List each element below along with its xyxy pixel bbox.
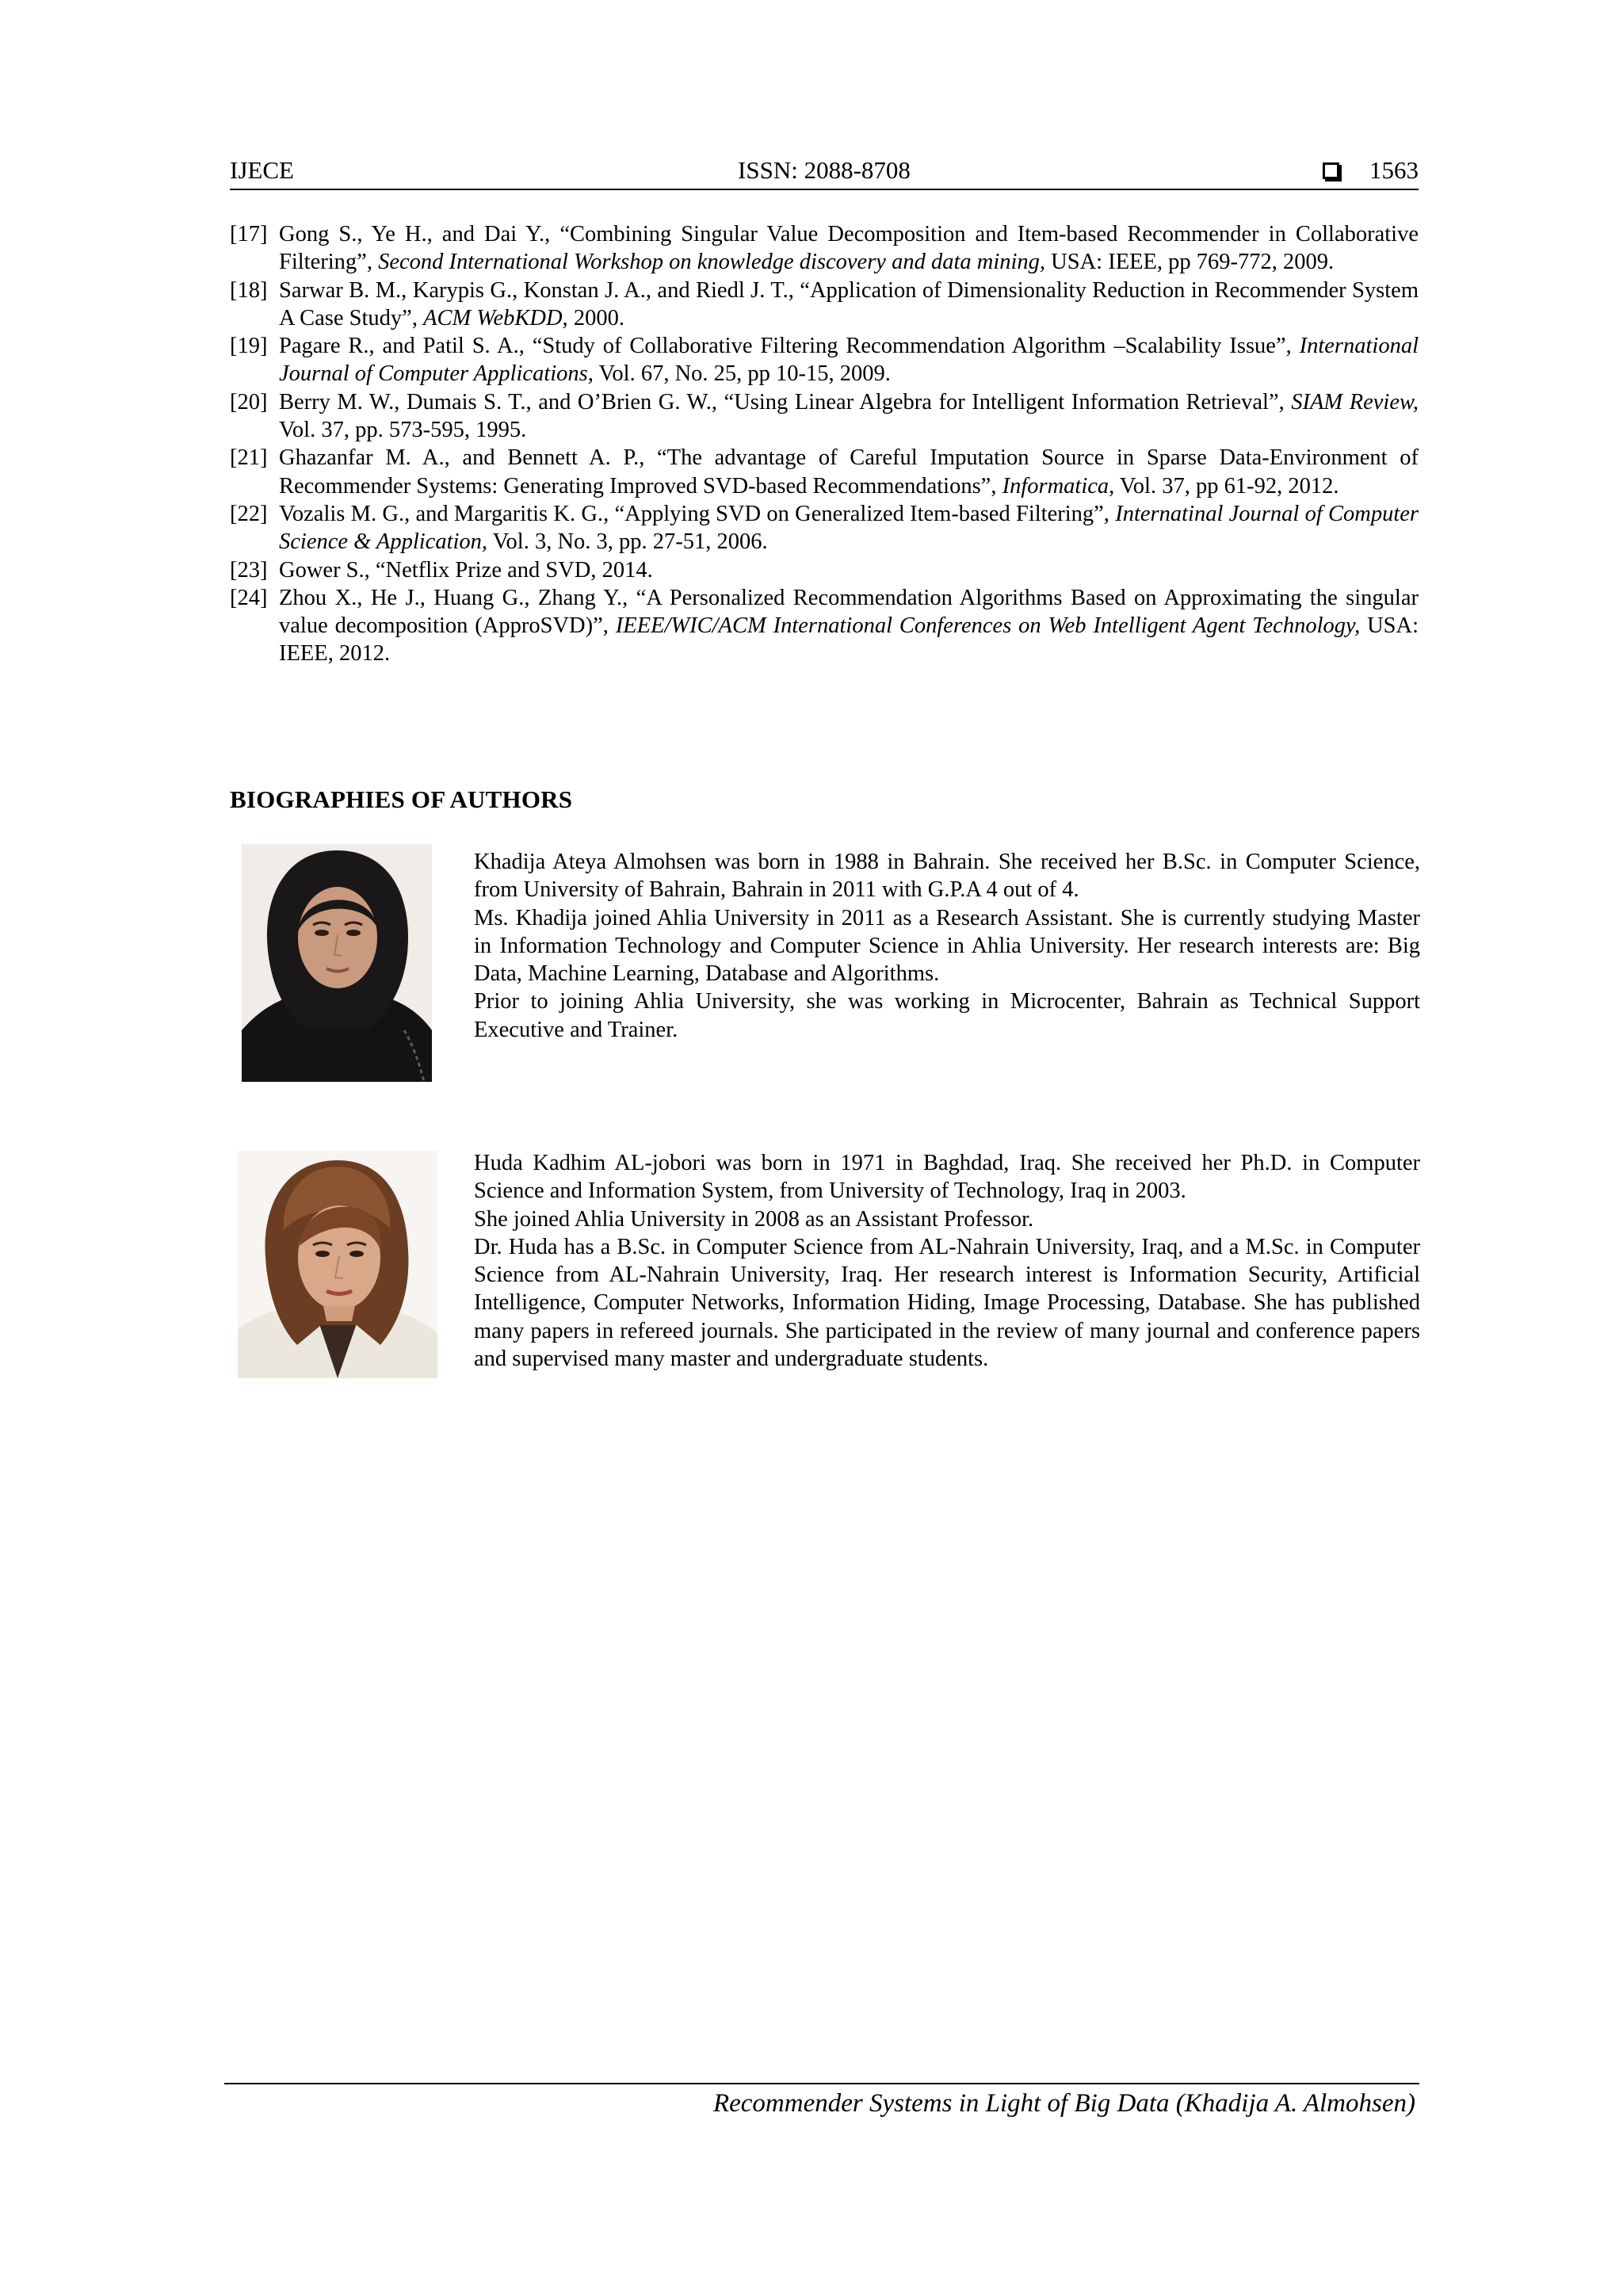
reference-venue: Informatica, [1002, 473, 1115, 499]
reference-venue: ACM WebKDD, [423, 305, 568, 330]
page-number: 1563 [1369, 156, 1419, 184]
reference-item [230, 388, 1419, 445]
reference-details: 2000. [567, 305, 624, 330]
reference-item [230, 556, 1419, 584]
page-number-group [1323, 156, 1419, 185]
author-biography [474, 1149, 1420, 1373]
reference-number: [21] [230, 445, 268, 471]
reference-text: Zhou X., He J., Huang G., Zhang Y., “A Personalized Recommendation Algorithms Based on Approximating the singular value decomposition (ApproSVD)”, [279, 585, 1419, 639]
reference-number: [22] [230, 501, 268, 526]
reference-item [230, 277, 1419, 333]
reference-item [230, 500, 1419, 556]
reference-details: Vol. 67, No. 25, pp 10-15, 2009. [593, 361, 891, 387]
bio-paragraph: Dr. Huda has a B.Sc. in Computer Science from AL-Nahrain University, Iraq, and a M.Sc. in Computer Science from AL-Nahrain University, Iraq. Her research interest is Information Security, Artificial Intelligence, Computer Networks, Information Hiding, Image Processing, Database. She has published many papers in refereed journals. She participated in the review of many journal and conference papers and supervised many master and undergraduate students. [474, 1234, 1420, 1372]
reference-venue: SIAM Review, [1291, 389, 1419, 415]
reference-text: Pagare R., and Patil S. A., “Study of Collaborative Filtering Recommendation Algorithm –Scalability Issue”, [279, 334, 1300, 359]
reference-text: Gower S., “Netflix Prize and SVD, 2014. [279, 557, 653, 583]
reference-text: Sarwar B. M., Karypis G., Konstan J. A., and Riedl J. T., “Application of Dimensionality Reduction in Recommender System A Case Study”, [279, 277, 1419, 330]
reference-number: [19] [230, 334, 268, 359]
reference-venue: IEEE/WIC/ACM International Conferences on Web Intelligent Agent Technology, [615, 613, 1361, 639]
reference-details: USA: IEEE, pp 769-772, 2009. [1045, 250, 1335, 275]
bio-paragraph: Huda Kadhim AL-jobori was born in 1971 in Baghdad, Iraq. She received her Ph.D. in Computer Science and Information System, from University of Technology, Iraq in 2003. [474, 1151, 1420, 1204]
reference-number: [23] [230, 557, 268, 583]
reference-text: Vozalis M. G., and Margaritis K. G., “Applying SVD on Generalized Item-based Filtering”, [279, 501, 1116, 526]
reference-details: Vol. 37, pp. 573-595, 1995. [279, 418, 527, 443]
reference-item [230, 584, 1419, 668]
reference-venue: Internatinal Journal of Computer Science & Application, [279, 501, 1419, 555]
reference-number: [17] [230, 222, 268, 246]
reference-number: [24] [230, 585, 268, 610]
bio-paragraph: She joined Ahlia University in 2008 as an Assistant Professor. [474, 1206, 1034, 1232]
reference-details: Vol. 3, No. 3, pp. 27-51, 2006. [487, 529, 768, 555]
reference-venue: Second International Workshop on knowledge discovery and data mining, [378, 250, 1046, 275]
reference-details: USA: IEEE, 2012. [279, 613, 1419, 667]
reference-item [230, 332, 1419, 388]
reference-item [230, 220, 1419, 277]
issn: ISSN: 2088-8708 [738, 156, 911, 184]
reference-text: Berry M. W., Dumais S. T., and O’Brien G. W., “Using Linear Algebra for Intelligent Information Retrieval”, [279, 389, 1292, 415]
bio-paragraph: Khadija Ateya Almohsen was born in 1988 in Bahrain. She received her B.Sc. in Computer Science, from University of Bahrain, Bahrain in 2011 with G.P.A 4 out of 4. [474, 850, 1420, 903]
reference-item [230, 444, 1419, 500]
journal-name: IJECE [230, 156, 294, 184]
author-photo [242, 844, 432, 1082]
author-photo [238, 1151, 437, 1378]
author-portrait-image [238, 1151, 437, 1378]
reference-number: [20] [230, 389, 268, 415]
square-icon [1323, 162, 1339, 179]
footer-rule [224, 2083, 1419, 2084]
references-list [230, 220, 1419, 668]
reference-text: Gong S., Ye H., and Dai Y., “Combining Singular Value Decomposition and Item-based Recommender in Collaborative Filtering”, [279, 222, 1419, 275]
author-biography [474, 848, 1420, 1044]
reference-details: Vol. 37, pp 61-92, 2012. [1114, 473, 1339, 499]
reference-number: [18] [230, 277, 268, 303]
reference-text: Ghazanfar M. A., and Bennett A. P., “The advantage of Careful Imputation Source in Sparse Data-Environment of Recommender Systems: Generating Improved SVD-based Recommendations”, [279, 445, 1419, 499]
page-header [230, 152, 1419, 190]
reference-venue: International Journal of Computer Applications, [279, 334, 1419, 387]
running-title: Recommender Systems in Light of Big Data (Khadija A. Almohsen) [712, 2089, 1415, 2118]
bio-paragraph: Ms. Khadija joined Ahlia University in 2011 as a Research Assistant. She is currently studying Master in Information Technology and Computer Science in Ahlia University. Her research interests are: Big Data, Machine Learning, Database and Algorithms. [474, 905, 1420, 987]
author-portrait-image [242, 844, 432, 1082]
bio-paragraph: Prior to joining Ahlia University, she was working in Microcenter, Bahrain as Technical Support Executive and Trainer. [474, 989, 1420, 1042]
biographies-heading: BIOGRAPHIES OF AUTHORS [230, 785, 573, 813]
